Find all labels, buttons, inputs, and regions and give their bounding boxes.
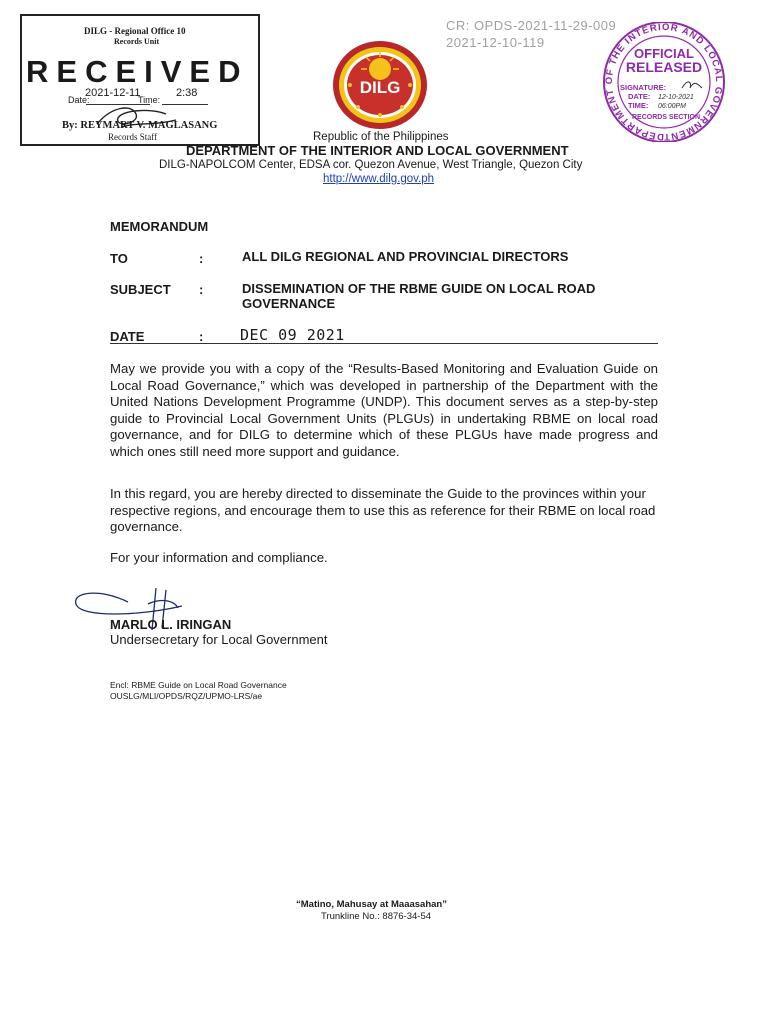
letterhead-republic: Republic of the Philippines — [313, 131, 449, 143]
subject-label: SUBJECT — [110, 282, 171, 297]
enclosure-line: Encl: RBME Guide on Local Road Governance — [110, 680, 287, 690]
received-stamp — [20, 14, 260, 146]
letterhead-department: DEPARTMENT OF THE INTERIOR AND LOCAL GOVERNMENT — [186, 143, 569, 158]
body-paragraph-3: For your information and compliance. — [110, 550, 328, 565]
released-time-label: TIME: — [628, 101, 649, 110]
reference-code: OUSLG/MLI/OPDS/RQZ/UPMO-LRS/ae — [110, 691, 263, 701]
released-stamp-official: OFFICIAL — [634, 46, 694, 61]
signatory-name: MARLO L. IRINGAN — [110, 617, 232, 632]
received-time-value: 2:38 — [176, 87, 198, 99]
letterhead-website-link[interactable]: http://www.dilg.gov.ph — [323, 173, 435, 185]
released-stamp-released: RELEASED — [625, 59, 703, 75]
received-by: By: REYMART V. MAGLASANG — [62, 120, 218, 131]
subject-colon: : — [199, 282, 204, 297]
date-label: DATE — [110, 329, 145, 344]
official-released-stamp — [598, 22, 730, 142]
received-date-value: 2021-12-11 — [85, 87, 141, 99]
released-date-label: DATE: — [628, 92, 651, 101]
released-section: RECORDS SECTION — [631, 114, 701, 121]
memo-title: MEMORANDUM — [110, 219, 209, 234]
released-time-value: 06:00PM — [658, 103, 687, 110]
date-colon: : — [199, 329, 204, 344]
dilg-seal-logo — [330, 39, 430, 131]
released-signature-label: SIGNATURE: — [620, 83, 667, 92]
footer-trunkline: Trunkline No.: 8876-34-54 — [321, 911, 432, 922]
control-number: CR: OPDS-2021-11-29-009 — [446, 18, 617, 33]
body-paragraph-1: May we provide you with a copy of the “Results-Based Monitoring and Evaluation Guide on Local Road Governance,” which was developed in partnership of the Department with the United Nations Development Programme (UNDP). This document serves as a step-by-step guide to Provincial Local Government Units (PLGUs) in undertaking RBME on local road governance, and for DILG to determine which of these PLGUs have made progress and which ones still need more support and guidance. — [110, 361, 658, 459]
date-value: DEC 09 2021 — [240, 326, 345, 344]
footer-motto: “Matino, Mahusay at Maaasahan” — [296, 899, 447, 910]
received-date-label: Date: — [68, 95, 90, 105]
signatory-position: Undersecretary for Local Government — [110, 632, 328, 647]
subject-value: DISSEMINATION OF THE RBME GUIDE ON LOCAL ROAD GOVERNANCE — [242, 281, 596, 311]
received-time-label: Time: — [138, 95, 161, 105]
received-stamp-title: RECEIVED — [26, 54, 249, 89]
received-stamp-office: DILG - Regional Office 10 — [84, 26, 186, 36]
to-value: ALL DILG REGIONAL AND PROVINCIAL DIRECTORS — [242, 249, 569, 264]
released-date-value: 12-10-2021 — [658, 94, 694, 101]
received-by-role: Records Staff — [108, 132, 158, 142]
released-stamp-ring-text: DEPARTMENT OF THE INTERIOR AND LOCAL GOVERNMENT — [603, 22, 725, 142]
letterhead-address: DILG-NAPOLCOM Center, EDSA cor. Quezon Avenue, West Triangle, Quezon City — [159, 159, 583, 171]
to-colon: : — [199, 251, 204, 266]
date-underline — [110, 343, 658, 344]
to-label: TO — [110, 251, 128, 266]
received-stamp-unit: Records Unit — [114, 37, 160, 46]
dilg-seal-text: DILG — [359, 78, 401, 97]
body-paragraph-2: In this regard, you are hereby directed to disseminate the Guide to the provinces within your respective regions, and encourage them to use this as reference for their RBME on local road governance. — [110, 486, 656, 534]
control-date: 2021-12-10-119 — [446, 35, 545, 50]
